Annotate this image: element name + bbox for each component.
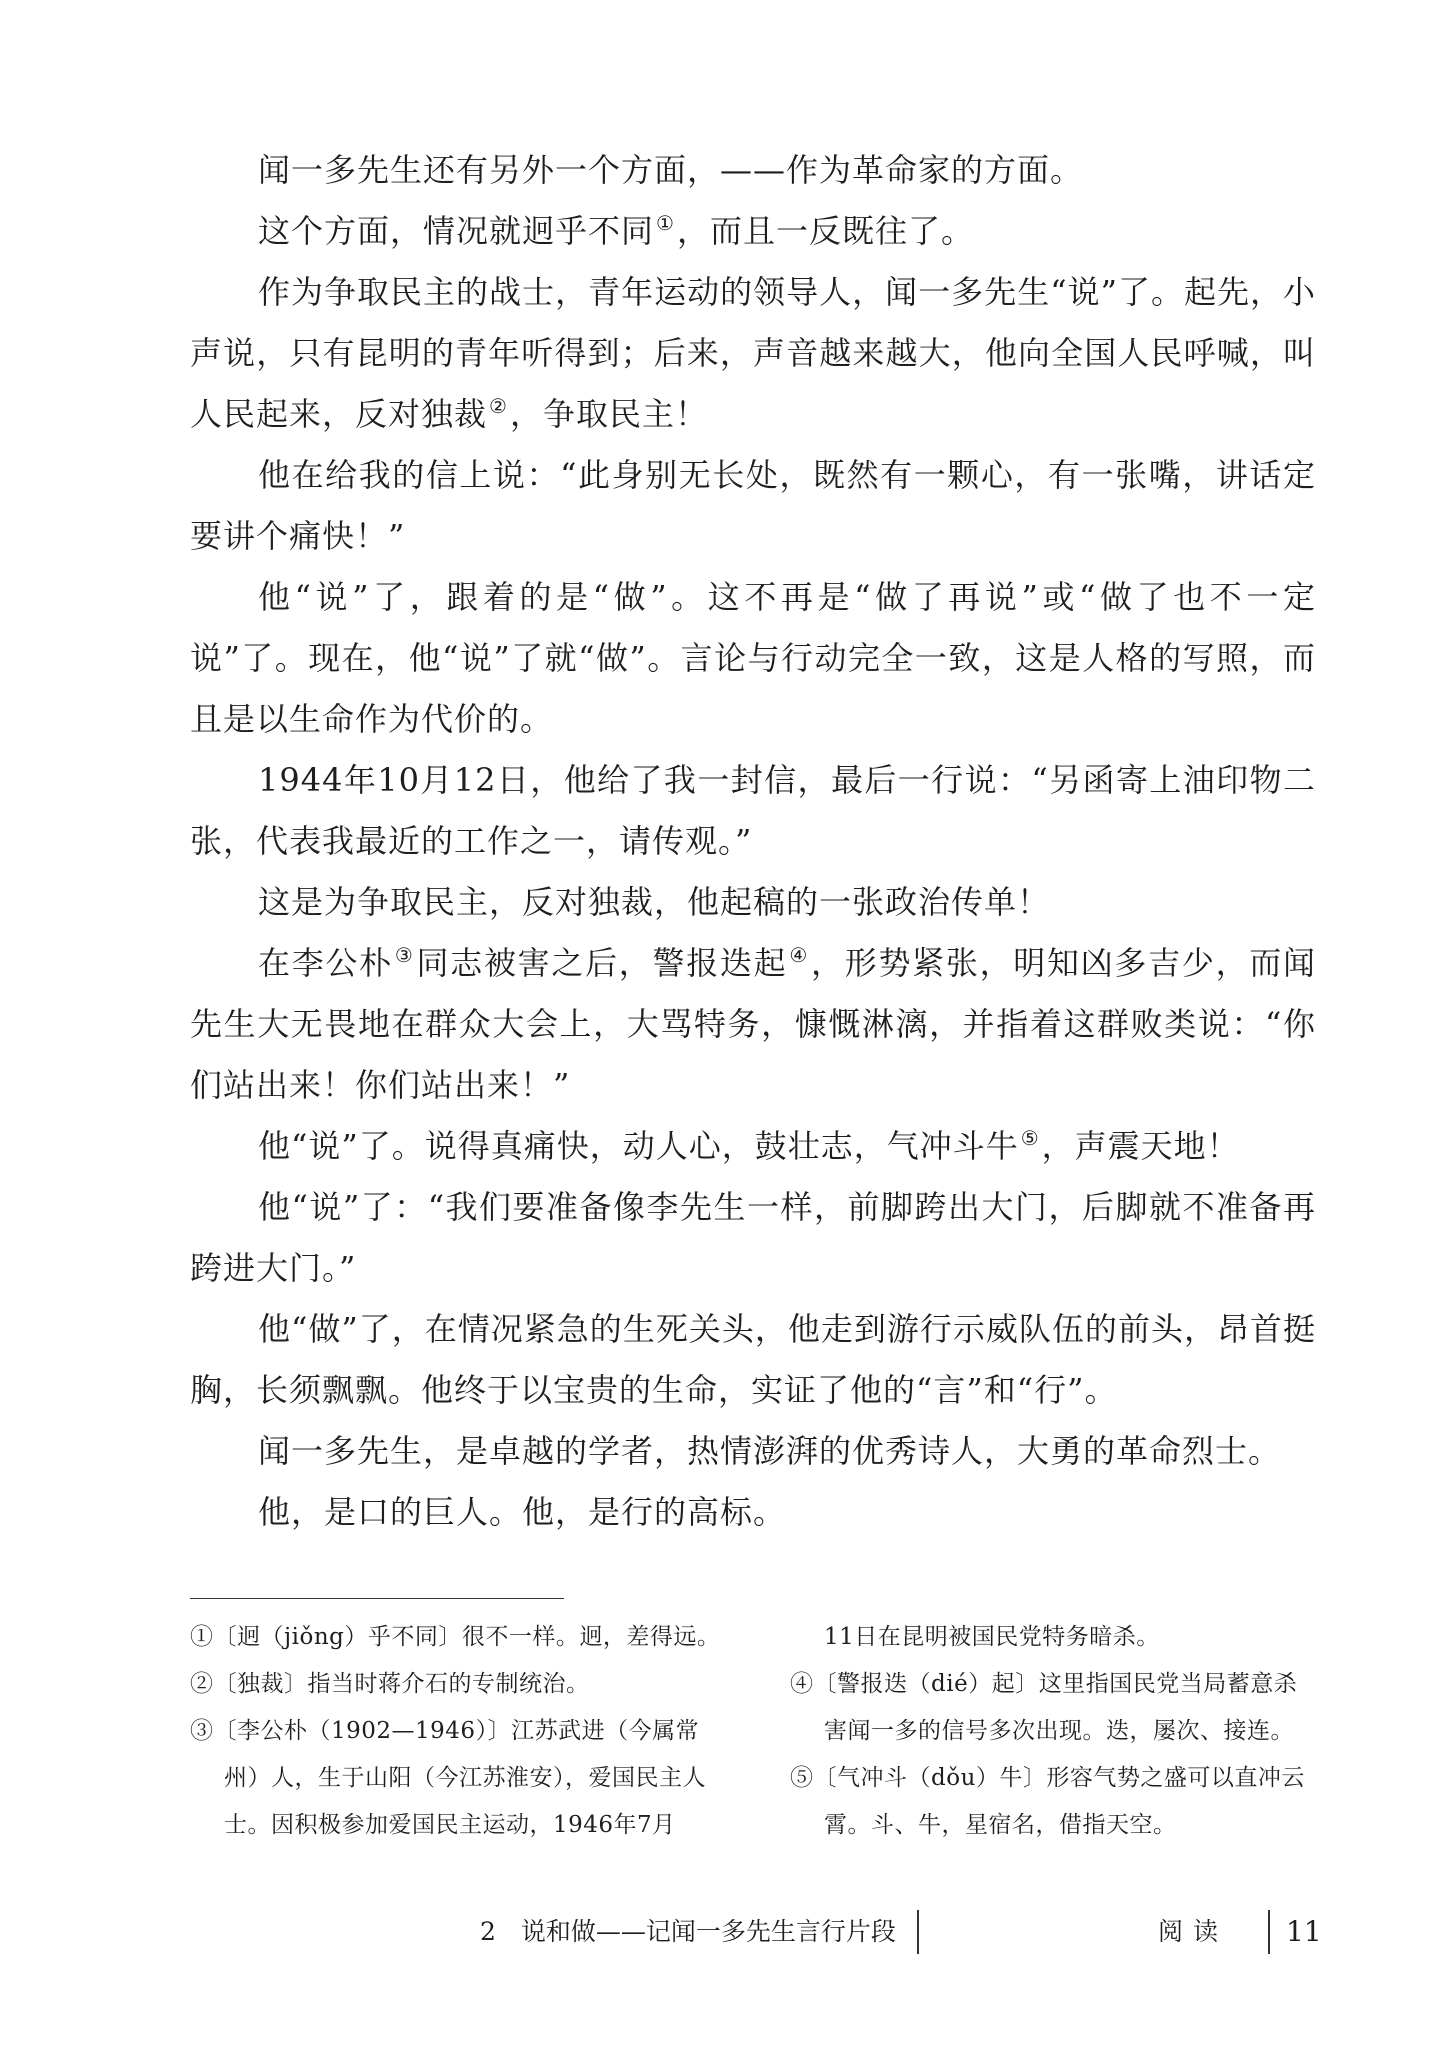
footnote-marker: ⑤ [1020, 1126, 1040, 1150]
paragraph-text: ，声震天地！ [1041, 1127, 1240, 1165]
paragraph-text: 他在给我的信上说：“此身别无长处，既然有一颗心，有一张嘴，讲话定要讲个痛快！” [190, 456, 1316, 555]
paragraph-text: 他“做”了，在情况紧急的生死关头，他走到游行示威队伍的前头，昂首挺胸，长须飘飘。他终于以宝贵的生命，实证了他的“言”和“行”。 [190, 1310, 1316, 1409]
paragraph [190, 1299, 1316, 1421]
paragraph-text: 他，是口的巨人。他，是行的高标。 [258, 1493, 787, 1531]
footnote-divider [190, 1598, 564, 1599]
paragraph-text: 闻一多先生还有另外一个方面，——作为革命家的方面。 [258, 151, 1084, 189]
paragraph-text: 作为争取民主的战士，青年运动的领导人，闻一多先生“说”了。起先，小声说，只有昆明的青年听得到；后来，声音越来越大，他向全国人民呼喊，叫人民起来，反对独裁 [190, 273, 1316, 433]
paragraph [190, 140, 1316, 201]
paragraph-text: ，争取民主！ [509, 395, 708, 433]
paragraph-text: 他“说”了，跟着的是“做”。这不再是“做了再说”或“做了也不一定说”了。现在，他“说”了就“做”。言论与行动完全一致，这是人格的写照，而且是以生命作为代价的。 [190, 578, 1316, 738]
paragraph-text: ，而且一反既往了。 [676, 212, 974, 250]
paragraph [190, 567, 1316, 750]
footnote: ②〔独裁〕指当时蒋介石的专制统治。 [190, 1671, 590, 1697]
footer-divider [1268, 1910, 1270, 1954]
footnotes-right-column [790, 1614, 1316, 1849]
paragraph [190, 201, 1316, 262]
footnote-marker: ③ [394, 943, 415, 967]
footnote: ④〔警报迭（dié）起〕这里指国民党当局蓄意杀害闻一多的信号多次出现。迭，屡次、接连。 [790, 1671, 1298, 1744]
paragraph-text: 这是为争取民主，反对独裁，他起稿的一张政治传单！ [258, 883, 1051, 921]
main-text [190, 140, 1316, 1543]
footer-divider [917, 1910, 919, 1954]
paragraph-text: 他“说”了。说得真痛快，动人心，鼓壮志，气冲斗牛 [258, 1127, 1019, 1165]
footnote: ③〔李公朴（1902—1946）〕江苏武进（今属常州）人，生于山阳（今江苏淮安），爱国民主人士。因积极参加爱国民主运动，1946年7月 [190, 1718, 706, 1838]
paragraph-text: 在李公朴 [258, 944, 393, 982]
paragraph-text: 同志被害之后，警报迭起 [416, 944, 788, 982]
footnote: ①〔迥（jiǒng）乎不同〕很不一样。迥，差得远。 [190, 1624, 721, 1650]
paragraph [190, 933, 1316, 1116]
paragraph [190, 1116, 1316, 1177]
footnote-marker: ① [656, 211, 675, 235]
paragraph-text: ，形势紧张，明知凶多吉少，而闻先生大无畏地在群众大会上，大骂特务，慷慨淋漓，并指着这群败类说：“你们站出来！你们站出来！” [190, 944, 1316, 1104]
footnote-marker: ④ [789, 943, 810, 967]
paragraph-text: 这个方面，情况就迥乎不同 [258, 212, 655, 250]
paragraph [190, 1482, 1316, 1543]
running-footer-section: 阅读 [1158, 1917, 1229, 1946]
footnote-continuation: 11日在昆明被国民党特务暗杀。 [824, 1624, 1160, 1650]
paragraph [190, 445, 1316, 567]
running-footer-title: 2 说和做——记闻一多先生言行片段 [480, 1917, 896, 1946]
paragraph [190, 1421, 1316, 1482]
footnote: ⑤〔气冲斗（dǒu）牛〕形容气势之盛可以直冲云霄。斗、牛，星宿名，借指天空。 [790, 1765, 1305, 1838]
paragraph [190, 872, 1316, 933]
paragraph-text: 闻一多先生，是卓越的学者，热情澎湃的优秀诗人，大勇的革命烈士。 [258, 1432, 1282, 1470]
paragraph [190, 750, 1316, 872]
paragraph-text: 他“说”了：“我们要准备像李先生一样，前脚跨出大门，后脚就不准备再跨进大门。” [190, 1188, 1316, 1287]
footnotes-left-column [190, 1614, 730, 1849]
paragraph [190, 262, 1316, 445]
page-number: 11 [1286, 1915, 1322, 1948]
footnote-marker: ② [489, 394, 508, 418]
paragraph-text: 1944年10月12日，他给了我一封信，最后一行说：“另函寄上油印物二张，代表我最近的工作之一，请传观。” [190, 761, 1316, 860]
paragraph [190, 1177, 1316, 1299]
